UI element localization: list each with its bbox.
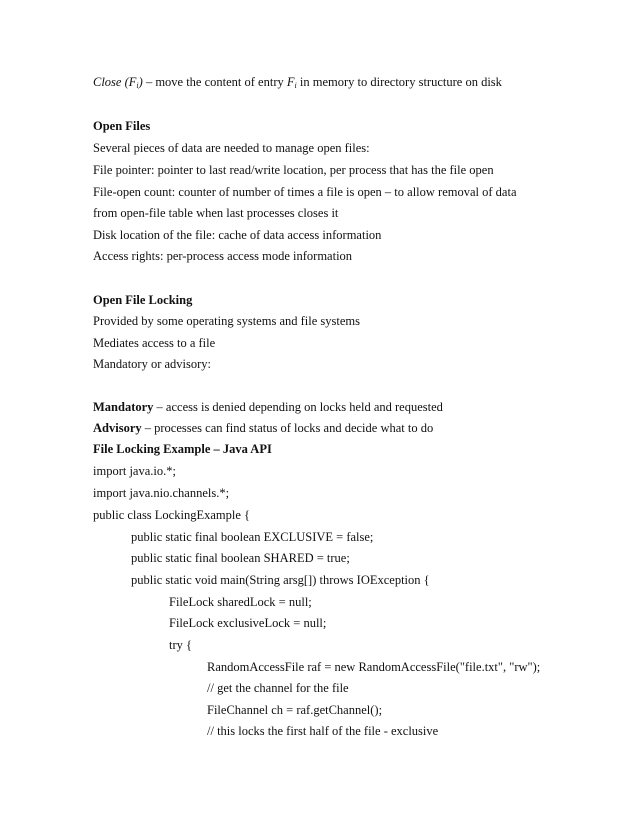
- close-definition-line: [93, 74, 502, 90]
- code-line: // get the channel for the file: [207, 681, 349, 695]
- entry-symbol-text: F: [286, 75, 295, 89]
- close-func-paren: ): [138, 75, 143, 89]
- code-line: import java.io.*;: [93, 464, 176, 478]
- locking-line: Provided by some operating systems and file systems: [93, 314, 360, 328]
- code-line: public static final boolean SHARED = true;: [131, 551, 350, 565]
- open-files-line: Access rights: per-process access mode information: [93, 249, 353, 263]
- code-line: FileLock sharedLock = null;: [169, 595, 312, 609]
- open-file-locking-heading: Open File Locking: [93, 293, 193, 307]
- code-line: public static final boolean EXCLUSIVE = false;: [131, 530, 374, 544]
- close-function-name: [93, 75, 143, 89]
- entry-symbol: [287, 75, 297, 89]
- java-example-heading: File Locking Example – Java API: [93, 442, 272, 456]
- open-files-line: File-open count: counter of number of times a file is open – to allow removal of data: [93, 185, 517, 199]
- close-desc-start: – move the content of entry: [142, 75, 287, 89]
- mandatory-term: Mandatory: [93, 400, 154, 414]
- code-line: FileLock exclusiveLock = null;: [169, 616, 327, 630]
- open-files-line: Disk location of the file: cache of data access information: [93, 228, 382, 242]
- advisory-description: – processes can find status of locks and decide what to do: [141, 421, 434, 435]
- close-func-text: Close (F: [93, 75, 137, 89]
- open-files-line: File pointer: pointer to last read/write location, per process that has the file open: [93, 163, 494, 177]
- entry-symbol-subscript: i: [294, 81, 297, 90]
- code-line: public class LockingExample {: [93, 508, 251, 522]
- open-files-heading: Open Files: [93, 119, 151, 133]
- close-func-subscript: i: [136, 81, 139, 90]
- mandatory-line: [93, 399, 443, 415]
- close-desc-end: in memory to directory structure on disk: [296, 75, 502, 89]
- mandatory-description: – access is denied depending on locks held and requested: [153, 400, 443, 414]
- code-line: try {: [169, 638, 193, 652]
- code-line: RandomAccessFile raf = new RandomAccessFile("file.txt", "rw");: [207, 660, 541, 674]
- open-files-line: from open-file table when last processes closes it: [93, 206, 339, 220]
- advisory-term: Advisory: [93, 421, 142, 435]
- code-line: public static void main(String arsg[]) throws IOException {: [131, 573, 430, 587]
- advisory-line: [93, 420, 433, 436]
- code-line: FileChannel ch = raf.getChannel();: [207, 703, 383, 717]
- locking-line: Mediates access to a file: [93, 336, 216, 350]
- code-line: // this locks the first half of the file - exclusive: [207, 724, 439, 738]
- locking-line: Mandatory or advisory:: [93, 357, 212, 371]
- code-line: import java.nio.channels.*;: [93, 486, 230, 500]
- open-files-line: Several pieces of data are needed to manage open files:: [93, 141, 370, 155]
